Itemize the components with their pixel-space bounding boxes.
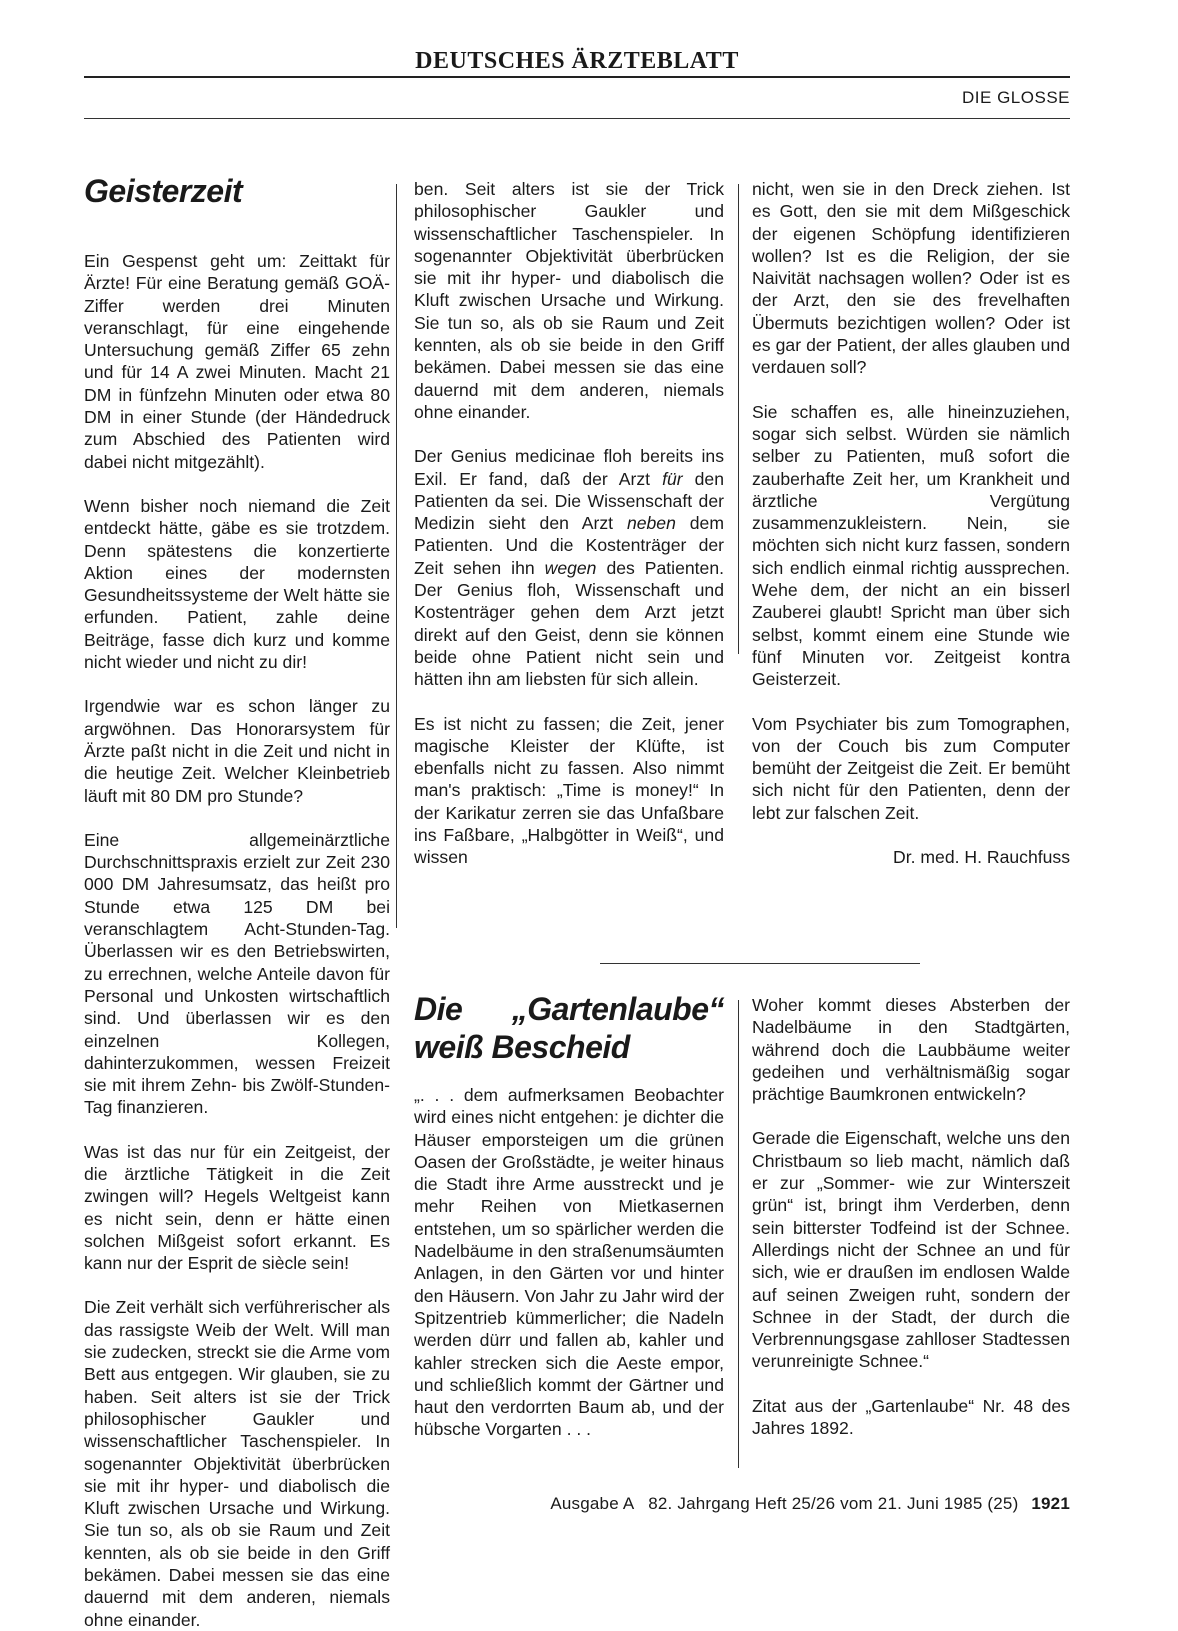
page-footer [550,1494,1070,1514]
column-divider-3 [738,1000,739,1468]
article-separator-rule [600,963,920,964]
masthead-rule [84,76,1070,78]
article1-paragraph: Der Genius medicinae floh bereits ins Exil. Er fand, daß der Arzt für den Patienten da sei. Die Wissenschaft der Medizin sieht den Arzt neben dem Patienten. Und die Kostenträger der Zeit sehen ihn wegen des Patienten. Der Genius floh, Wissenschaft und Kostenträger gehen dem Arzt jetzt direkt auf den Geist, denn sie können beide ohne Patient nicht sein und hätten ihn am liebsten für sich allein. [414,446,725,690]
article2-paragraph: Woher kommt dieses Absterben der Nadelbäume in den Stadtgärten, während doch die Laubbäume weiter gedeihen und verhältnismäßig sogar prächtige Baumkronen entwickeln? [752,995,1070,1105]
page-number: 1921 [1031,1494,1070,1513]
masthead: DEUTSCHES ÄRZTEBLATT [415,48,739,74]
article2-column-1 [414,990,724,1441]
article1-paragraph: Was ist das nur für ein Zeitgeist, der die ärztliche Tätigkeit in die Zeit zwingen will? Hegels Weltgeist kann es nicht sein, denn er hätte einen solchen Mißgeist sofort erkannt. Es kann nur der Esprit de siècle sein! [84,1141,390,1274]
article2-column-2 [752,994,1070,1439]
section-rule [84,118,1070,119]
column-divider-2 [738,184,739,654]
article1-paragraph: ben. Seit alters ist sie der Trick philosophischer Gaukler und wissenschaftlicher Taschenspieler. In sogenannter Objektivität überbrücken sie mit ihr hyper- und diabolisch die Kluft zwischen Ursache und Wirkung. Sie tun so, als ob sie Raum und Zeit kennten, als ob sie beide in den Griff bekämen. Dabei messen sie das eine dauernd mit dem anderen, niemals ohne einander. [414,179,724,422]
article1-column-1 [84,172,390,1630]
article1-title: Geisterzeit [84,173,243,209]
article2-paragraph: „. . . dem aufmerksamen Beobachter wird eines nicht entgehen: je dichter die Häuser emporsteigen um die grünen Oasen der Großstädte, je weiter hinaus die Stadt ihre Arme ausstreckt und je mehr Reihen von Mietkasernen entstehen, um so spärlicher werden die Nadelbäume in den straßenumsäumten Anlagen, in den Gärten vor und hinter den Häusern. Von Jahr zu Jahr wird der Spitzentrieb kümmerlicher; die Nadeln werden dürr und fallen ab, kahler und kahler strecken sich die Aeste empor, und schließlich kommt der Gärtner und haut den verdorrten Baum ab, und der hübsche Vorgarten . . . [414,1085,725,1440]
article1-paragraph: Wenn bisher noch niemand die Zeit entdeckt hätte, gäbe es sie trotzdem. Denn spätestens die konzertierte Aktion eines der modernsten Gesundheitssysteme der Welt hätte sie erfunden. Patient, zahle deine Beiträge, fasse dich kurz und komme nicht wieder und nicht zu dir! [84,495,390,673]
article1-paragraph: Vom Psychiater bis zum Tomographen, von der Couch bis zum Computer bemüht der Zeitgeist die Zeit. Er bemüht sich nicht für den Patienten, denn der lebt zur falschen Zeit. [752,713,1070,823]
article1-paragraph: Irgendwie war es schon länger zu argwöhnen. Das Honorarsystem für Ärzte paßt nicht in die Zeit und nicht in die heutige Zeit. Welcher Kleinbetrieb läuft mit 80 DM pro Stunde? [84,696,390,806]
article1-column-2 [414,178,724,869]
author-signature: Dr. med. H. Rauchfuss [893,847,1070,868]
issue-info: Ausgabe A 82. Jahrgang Heft 25/26 vom 21. Juni 1985 (25) [550,1494,1019,1513]
article2-title [414,990,724,1066]
article1-column-3 [752,178,1070,890]
article1-paragraph: Die Zeit verhält sich verführerischer als das rassigste Weib der Welt. Will man sie zudecken, streckt sie die Arme vom Bett aus entgegen. Wir glauben, sie zu haben. Seit alters ist sie der Trick philosophischer Gaukler und wissenschaftlicher Taschenspieler. In sogenannter Objektivität überbrücken sie mit ihr hyper- und diabolisch die Kluft zwischen Ursache und Wirkung. Sie tun so, als ob sie Raum und Zeit kennten, als ob sie beide in den Griff bekämen. Dabei messen sie das eine dauernd mit dem anderen, niemals ohne einander. [84,1297,390,1630]
article1-paragraph: Eine allgemeinärztliche Durchschnittspraxis erzielt zur Zeit 230 000 DM Jahresumsatz, das heißt pro Stunde etwa 125 DM bei veranschlagtem Acht-Stunden-Tag. Überlassen wir es den Betriebswirten, zu errechnen, welche Anteile davon für Personal und Unkosten wirtschaftlich sind. Und überlassen wir es den einzelnen Kollegen, dahinterzukommen, wessen Freizeit sie mit ihrem Zehn- bis Zwölf-Stunden-Tag finanzieren. [84,829,390,1118]
article2-paragraph: Gerade die Eigenschaft, welche uns den Christbaum so lieb macht, nämlich daß er zur „Sommer- wie zur Winterszeit grün“ ist, bringt ihm Verderben, denn sein bitterster Todfeind ist der Schnee. Allerdings nicht der Schnee an und für sich, wie er draußen im endlosen Walde auf seinen Zweigen ruht, sondern der Schnee in der Stadt, der durch die Verbrennungsgase zahlloser Stadtessen verunreinigte Schnee.“ [752,1128,1070,1372]
article2-paragraph: Zitat aus der „Gartenlaube“ Nr. 48 des Jahres 1892. [752,1395,1070,1439]
column-divider-1 [396,184,397,928]
article2-title-text: Die „Gartenlaube“ weiß Bescheid [414,991,724,1065]
section-label: DIE GLOSSE [962,88,1070,107]
article1-paragraph: nicht, wen sie in den Dreck ziehen. Ist es Gott, den sie mit dem Mißgeschick der eigenen Schöpfung identifizieren wollen? Ist es die Religion, der sie Naivität nachsagen wollen? Oder ist es der Arzt, den sie des frevelhaften Übermuts bezichtigen wollen? Oder ist es gar der Patient, der alles glauben und verdauen soll? [752,179,1070,378]
article1-paragraph: Es ist nicht zu fassen; die Zeit, jener magische Kleister der Klüfte, ist ebenfalls nicht zu fassen. Also nimmt man's praktisch: „Time is money!“ In der Karikatur zerren sie das Unfaßbare ins Faßbare, „Halbgötter in Weiß“, und wissen [414,713,724,868]
article1-paragraph: Ein Gespenst geht um: Zeittakt für Ärzte! Für eine Beratung gemäß GOÄ-Ziffer werden drei Minuten veranschlagt, für eine eingehende Untersuchung gemäß Ziffer 65 zehn und für 14 A zwei Minuten. Macht 21 DM in fünfzehn Minuten oder etwa 80 DM in einer Stunde (der Händedruck zum Abschied des Patienten wird dabei nicht mitgezählt). [84,251,390,472]
article1-paragraph: Sie schaffen es, alle hineinzuziehen, sogar sich selbst. Würden sie nämlich selber zu Patienten, muß sofort die zauberhafte Zeit her, um Krankheit und ärztliche Vergütung zusammenzukleistern. Nein, sie möchten sich nicht kurz fassen, sondern sich endlich einmal richtig aussprechen. Wehe dem, der nicht an ein bisserl Zauberei glaubt! Spricht man über sich selbst, kommt einem eine Stunde wie fünf Minuten vor. Zeitgeist kontra Geisterzeit. [752,401,1070,690]
